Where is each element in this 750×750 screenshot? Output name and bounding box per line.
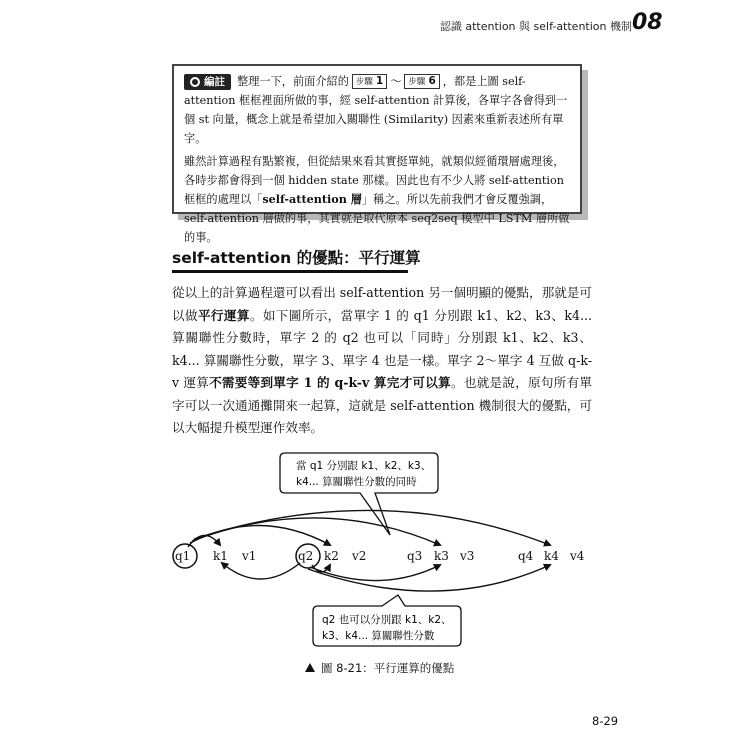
note-text-b: ，都是上圖 self-attention 框框裡面所做的事，經 self-attention 計算後，各單字各會得到一個 st 向量，概念上就是希望加入關聯性 (Similarity) 因素來重新表述所有單字。 (184, 75, 568, 145)
section-underline (172, 270, 408, 273)
step-1-number: 1 (375, 75, 384, 87)
token-v1: v1 (242, 549, 257, 563)
step-1-tag (352, 74, 387, 89)
section-title: self-attention 的優點：平行運算 (172, 249, 421, 267)
body-text-2: 。如下圖所示，當單字 1 的 q1 分別跟 k1、k2、k3、k4... 算關聯性分數時，單字 2 的 q2 也可以「同時」分別跟 k1、k2、k3、k4... 算關聯性分數，單字 3、單字 4 也是一樣。單字 2～單字 4 互做 q-k-v 運算 (172, 307, 593, 390)
token-q2: q2 (298, 549, 314, 563)
gear-icon (190, 77, 200, 87)
note-p2-text-a: 雖然計算過程有點繁複，但從結果來看其實挺單純，就類似經循環層處理後，各時步都會得到一個 hidden state 那樣。因此也有不少人將 self-attention 框框的處理以「 (184, 155, 565, 206)
tilde: ～ (390, 75, 402, 88)
arrow-q1-k3 (192, 518, 440, 545)
note-paragraph-1 (184, 72, 570, 148)
running-header (440, 18, 632, 34)
token-q1: q1 (175, 549, 191, 563)
token-k4: k4 (544, 549, 559, 563)
q1-arrows (188, 510, 550, 547)
arrow-q1-k4 (194, 510, 550, 545)
note-p2-bold: self-attention 層 (262, 192, 362, 206)
token-k2: k2 (324, 549, 339, 563)
arrow-q2-k1 (222, 563, 300, 579)
token-k3: k3 (434, 549, 449, 563)
note-badge-label: 編註 (204, 76, 225, 88)
note-paragraph-2 (184, 152, 570, 247)
arrow-q2-k3 (310, 565, 440, 581)
token-q4: q4 (518, 549, 534, 563)
note-p2-text-b: 」稱之。所以先前我們才會反覆強調，self-attention 層做的事，其實就是取代原本 seq2seq 模型中 LSTM 層所做的事。 (184, 193, 570, 244)
step-6-tag (404, 74, 439, 89)
callout-bottom-line2: k3、k4... 算關聯性分數 (322, 630, 435, 642)
token-k1: k1 (213, 549, 228, 563)
note-badge (184, 74, 231, 90)
body-text-3: 。也就是說，原句所有單字可以一次通通攤開來一起算，這就是 self-attention 機制很大的優點，可以大幅提升模型運作效率。 (172, 375, 592, 435)
body-text-1: 從以上的計算過程還可以看出 self-attention 另一個明顯的優點，那就是可以做 (172, 285, 592, 323)
chapter-number: 08 (632, 10, 663, 35)
caption-text: 圖 8-21：平行運算的優點 (321, 661, 455, 675)
token-v2: v2 (352, 549, 367, 563)
step-1-prefix: 步驟 (355, 77, 373, 87)
token-v4: v4 (570, 549, 585, 563)
body-bold-1: 平行運算 (197, 307, 250, 323)
token-q3: q3 (407, 549, 423, 563)
figure-caption (305, 660, 454, 676)
note-text-a: 整理一下，前面介紹的 (237, 75, 349, 88)
step-6-number: 6 (428, 75, 436, 87)
page-number: 8-29 (592, 714, 619, 728)
callout-top (280, 453, 438, 535)
parallel-attention-diagram (150, 445, 610, 655)
triangle-icon (305, 663, 315, 672)
body-bold-2: 不需要等到單字 1 的 q-k-v 算完才可以算 (209, 375, 451, 390)
token-v3: v3 (460, 549, 475, 563)
header-title: 認識 attention 與 self-attention 機制 (439, 20, 632, 33)
callout-top-line1: 當 q1 分別跟 k1、k2、k3、 (296, 460, 432, 472)
body-paragraph (172, 282, 592, 440)
callout-top-line2: k4... 算關聯性分數的同時 (296, 476, 417, 488)
q2-arrows (222, 563, 550, 591)
step-6-prefix: 步驟 (408, 77, 426, 87)
callout-bottom-line1: q2 也可以分別跟 k1、k2、 (322, 614, 452, 626)
arrow-q1-k2 (190, 525, 330, 545)
editor-note-box (172, 64, 582, 244)
callout-bottom (313, 595, 461, 646)
